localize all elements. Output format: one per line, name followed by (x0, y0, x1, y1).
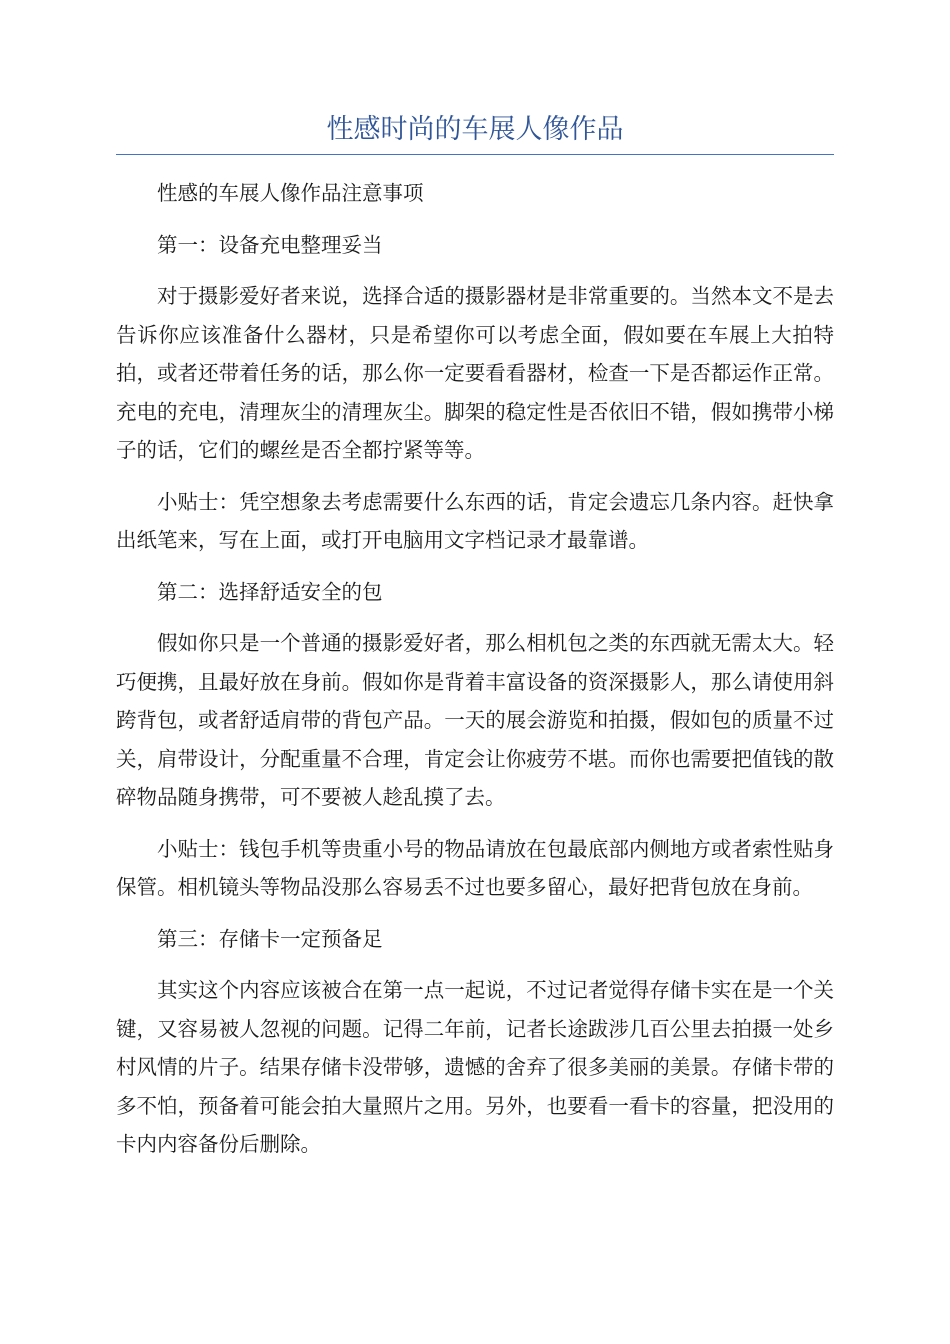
section-heading-1: 第一：设备充电整理妥当 (157, 232, 383, 257)
paragraph-heading: 性感的车展人像作品注意事项 (157, 181, 424, 205)
tip-paragraph: 小贴士：凭空想象去考虑需要什么东西的话，肯定会遗忘几条内容。赶快拿出纸笔来，写在上面，或打开电脑用文字档记录才最靠谱。 (116, 489, 834, 552)
paragraph: 假如你只是一个普通的摄影爱好者，那么相机包之类的东西就无需太大。轻巧便携，且最好放在身前。假如你是背着丰富设备的资深摄影人，那么请使用斜跨背包，或者舒适肩带的背包产品。一天的展会游览和拍摄，假如包的质量不过关，肩带设计，分配重量不合理，肯定会让你疲劳不堪。而你也需要把值钱的散碎物品随身携带，可不要被人趁乱摸了去。 (116, 631, 834, 809)
section-heading-3: 第三：存储卡一定预备足 (157, 926, 383, 951)
paragraph: 其实这个内容应该被合在第一点一起说，不过记者觉得存储卡实在是一个关键，又容易被人忽视的问题。记得二年前，记者长途跋涉几百公里去拍摄一处乡村风情的片子。结果存储卡没带够，遗憾的舍弃了很多美丽的美景。存储卡带的多不怕，预备着可能会拍大量照片之用。另外，也要看一看卡的容量，把没用的卡内内容备份后删除。 (116, 978, 834, 1156)
paragraph: 对于摄影爱好者来说，选择合适的摄影器材是非常重要的。当然本文不是去告诉你应该准备什么器材，只是希望你可以考虑全面，假如要在车展上大拍特拍，或者还带着任务的话，那么你一定要看看器材，检查一下是否都运作正常。充电的充电，清理灰尘的清理灰尘。脚架的稳定性是否依旧不错，假如携带小梯子的话，它们的螺丝是否全都拧紧等等。 (116, 284, 834, 462)
tip-paragraph: 小贴士：钱包手机等贵重小号的物品请放在包最底部内侧地方或者索性贴身保管。相机镜头等物品没那么容易丢不过也要多留心，最好把背包放在身前。 (116, 836, 834, 899)
title-underline (116, 154, 834, 155)
document-title: 性感时尚的车展人像作品 (326, 114, 624, 145)
section-heading-2: 第二：选择舒适安全的包 (157, 579, 383, 604)
document-body (116, 174, 834, 1177)
